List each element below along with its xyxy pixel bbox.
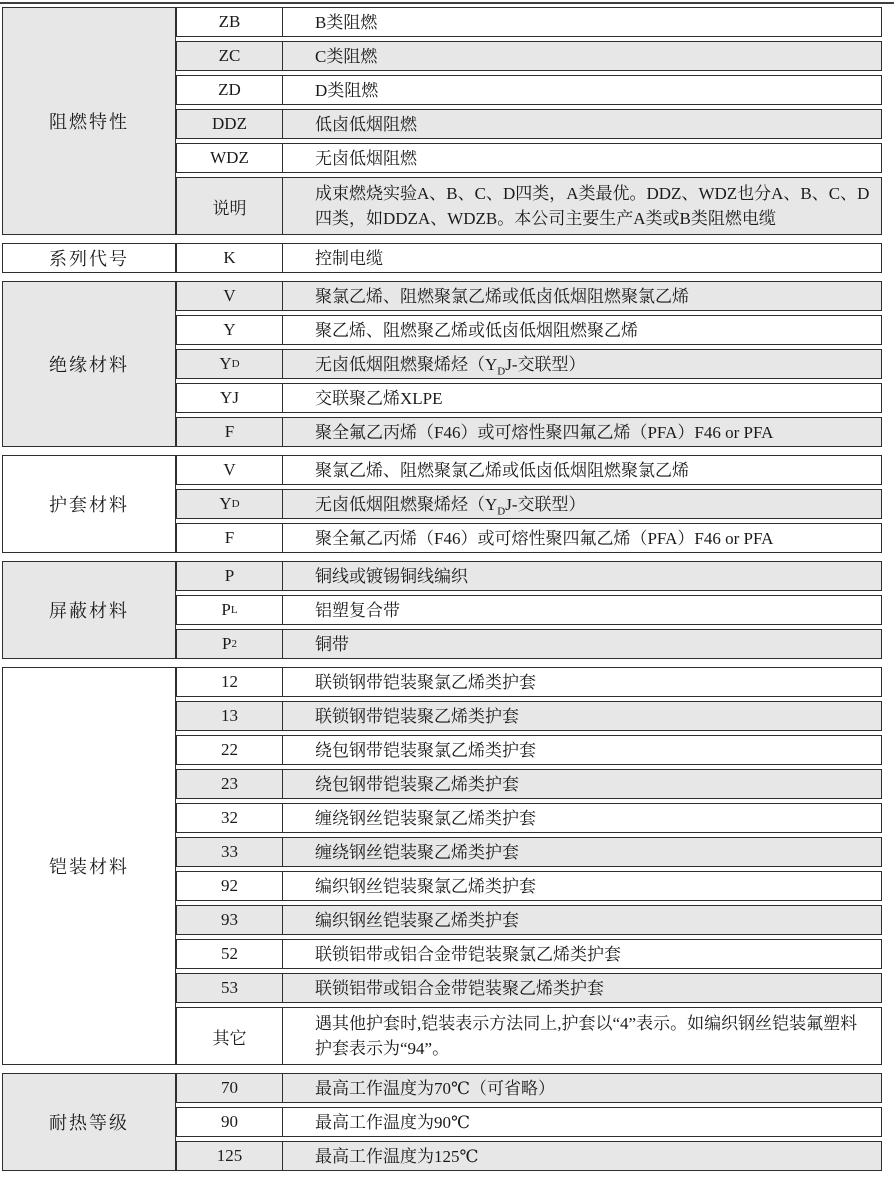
code-cell: 33 xyxy=(177,838,283,866)
code-cell: 125 xyxy=(177,1142,283,1170)
rows-column xyxy=(176,281,882,447)
table-row xyxy=(176,41,882,71)
table-row xyxy=(176,75,882,105)
table-row xyxy=(176,383,882,413)
cable-code-table xyxy=(2,7,882,1179)
code-cell: 92 xyxy=(177,872,283,900)
table-row xyxy=(176,939,882,969)
description-cell: 聚乙烯、阻燃聚乙烯或低卤低烟阻燃聚乙烯 xyxy=(315,320,638,340)
description-cell: 最高工作温度为70℃（可省略） xyxy=(315,1078,556,1098)
category-cell: 耐热等级 xyxy=(2,1073,176,1171)
code-cell: V xyxy=(177,282,283,310)
description-cell: 绕包钢带铠装聚乙烯类护套 xyxy=(315,774,519,794)
top-rule xyxy=(0,2,894,4)
code-cell: 23 xyxy=(177,770,283,798)
code-cell: K xyxy=(177,244,283,272)
rows-column xyxy=(176,243,882,273)
code-cell: DDZ xyxy=(177,110,283,138)
description-cell: 铝塑复合带 xyxy=(315,600,400,620)
table-row xyxy=(176,871,882,901)
code-cell: ZC xyxy=(177,42,283,70)
section-flame-retardant xyxy=(2,7,882,235)
table-row xyxy=(176,281,882,311)
table-row xyxy=(176,143,882,173)
table-row xyxy=(176,1073,882,1103)
code-cell: 52 xyxy=(177,940,283,968)
description-cell: 聚氯乙烯、阻燃聚氯乙烯或低卤低烟阻燃聚氯乙烯 xyxy=(315,460,689,480)
code-cell: F xyxy=(177,418,283,446)
table-row xyxy=(176,1141,882,1171)
code-cell: Y D xyxy=(177,350,283,378)
code-cell: YJ xyxy=(177,384,283,412)
table-row xyxy=(176,1007,882,1065)
description-cell: 最高工作温度为90℃ xyxy=(315,1112,471,1132)
description-cell: 无卤低烟阻燃聚烯烃（$Y_DJ-$交联型） xyxy=(315,494,586,517)
code-cell: 53 xyxy=(177,974,283,1002)
rows-column xyxy=(176,7,882,235)
description-cell: 铜带 xyxy=(315,634,349,654)
rows-column xyxy=(176,1073,882,1171)
description-cell: 遇其他护套时,铠装表示方法同上,护套以“4”表示。如编织钢丝铠装氟塑料护套表示为“94”。 xyxy=(315,1014,858,1058)
section-shield-material xyxy=(2,561,882,659)
code-cell: 说明 xyxy=(177,178,283,234)
code-cell: 32 xyxy=(177,804,283,832)
table-row xyxy=(176,349,882,379)
description-cell: 控制电缆 xyxy=(315,248,383,268)
description-cell: 联锁铝带或铝合金带铠装聚氯乙烯类护套 xyxy=(315,944,621,964)
description-cell: 绕包钢带铠装聚氯乙烯类护套 xyxy=(315,740,536,760)
category-cell: 护套材料 xyxy=(2,455,176,553)
table-row xyxy=(176,489,882,519)
table-row xyxy=(176,109,882,139)
description-cell: 联锁钢带铠装聚乙烯类护套 xyxy=(315,706,519,726)
table-row xyxy=(176,243,882,273)
category-cell: 绝缘材料 xyxy=(2,281,176,447)
table-row xyxy=(176,595,882,625)
rows-column xyxy=(176,561,882,659)
description-cell: 无卤低烟阻燃聚烯烃（$Y_DJ-$交联型） xyxy=(315,354,586,377)
description-cell: 铜线或镀锡铜线编织 xyxy=(315,566,468,586)
section-armor-material xyxy=(2,667,882,1065)
section-sheath-material xyxy=(2,455,882,553)
code-cell: V xyxy=(177,456,283,484)
category-cell: 阻燃特性 xyxy=(2,7,176,235)
description-cell: 成束燃烧实验A、B、C、D四类，A类最优。DDZ、WDZ也分A、B、C、D四类，如DDZA、WDZB。本公司主要生产A类或B类阻燃电缆 xyxy=(315,184,870,228)
code-cell: 93 xyxy=(177,906,283,934)
rows-column xyxy=(176,667,882,1065)
category-cell: 系列代号 xyxy=(2,243,176,273)
description-cell: 缠绕钢丝铠装聚乙烯类护套 xyxy=(315,842,519,862)
description-cell: 编织钢丝铠装聚乙烯类护套 xyxy=(315,910,519,930)
section-heat-resistance xyxy=(2,1073,882,1171)
table-row xyxy=(176,455,882,485)
description-cell: 缠绕钢丝铠装聚氯乙烯类护套 xyxy=(315,808,536,828)
code-cell: 70 xyxy=(177,1074,283,1102)
description-cell: 最高工作温度为125℃ xyxy=(315,1146,479,1166)
category-cell: 屏蔽材料 xyxy=(2,561,176,659)
description-cell: 聚全氟乙丙烯（F46）或可熔性聚四氟乙烯（PFA）F46 or PFA xyxy=(315,422,774,442)
rows-column xyxy=(176,455,882,553)
table-row xyxy=(176,769,882,799)
table-row xyxy=(176,177,882,235)
table-row xyxy=(176,7,882,37)
code-cell: 13 xyxy=(177,702,283,730)
code-cell: 其它 xyxy=(177,1008,283,1064)
code-cell: F xyxy=(177,524,283,552)
table-row xyxy=(176,417,882,447)
table-row xyxy=(176,837,882,867)
description-cell: 编织钢丝铠装聚氯乙烯类护套 xyxy=(315,876,536,896)
code-cell: WDZ xyxy=(177,144,283,172)
description-cell: 联锁铝带或铝合金带铠装聚乙烯类护套 xyxy=(315,978,604,998)
code-cell: 22 xyxy=(177,736,283,764)
table-row xyxy=(176,523,882,553)
table-row xyxy=(176,701,882,731)
code-cell: Y xyxy=(177,316,283,344)
code-cell: Y D xyxy=(177,490,283,518)
code-cell: 90 xyxy=(177,1108,283,1136)
code-cell: P xyxy=(177,562,283,590)
description-cell: 聚全氟乙丙烯（F46）或可熔性聚四氟乙烯（PFA）F46 or PFA xyxy=(315,528,774,548)
table-row xyxy=(176,629,882,659)
code-cell: ZD xyxy=(177,76,283,104)
code-cell: P 2 xyxy=(177,630,283,658)
table-row xyxy=(176,561,882,591)
code-cell: 12 xyxy=(177,668,283,696)
code-cell: ZB xyxy=(177,8,283,36)
description-cell: B类阻燃 xyxy=(315,12,378,32)
description-cell: C类阻燃 xyxy=(315,46,378,66)
description-cell: 交联聚乙烯XLPE xyxy=(315,388,443,408)
category-cell: 铠装材料 xyxy=(2,667,176,1065)
code-cell: P L xyxy=(177,596,283,624)
table-row xyxy=(176,735,882,765)
table-row xyxy=(176,667,882,697)
table-row xyxy=(176,315,882,345)
description-cell: 低卤低烟阻燃 xyxy=(315,114,417,134)
description-cell: 聚氯乙烯、阻燃聚氯乙烯或低卤低烟阻燃聚氯乙烯 xyxy=(315,286,689,306)
description-cell: D类阻燃 xyxy=(315,80,379,100)
description-cell: 联锁钢带铠装聚氯乙烯类护套 xyxy=(315,672,536,692)
section-series-code xyxy=(2,243,882,273)
section-insulation-material xyxy=(2,281,882,447)
table-row xyxy=(176,803,882,833)
description-cell: 无卤低烟阻燃 xyxy=(315,148,417,168)
table-row xyxy=(176,905,882,935)
table-row xyxy=(176,973,882,1003)
table-row xyxy=(176,1107,882,1137)
